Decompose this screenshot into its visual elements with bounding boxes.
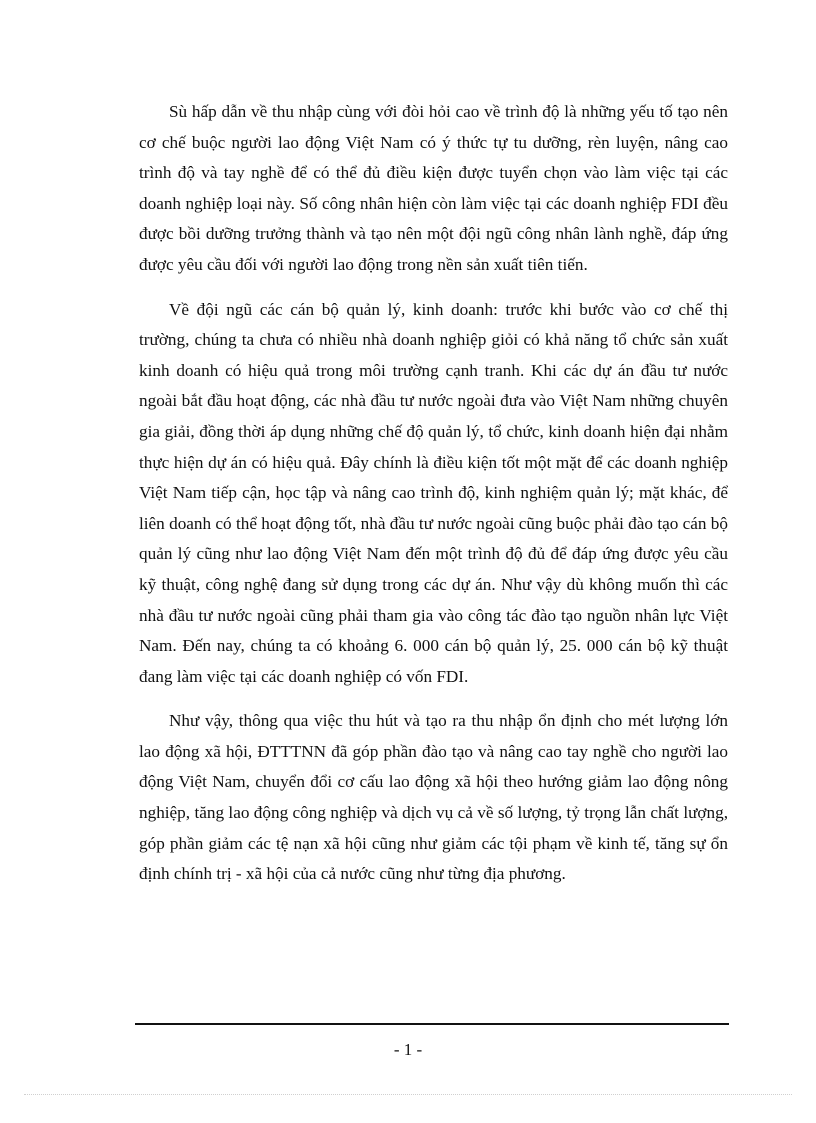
- paragraph-income-attraction: Sù hấp dẫn về thu nhập cùng với đòi hỏi cao về trình độ là những yếu tố tạo nên cơ chế buộc người lao động Việt Nam có ý thức tự tu dưỡng, rèn luyện, nâng cao trình độ và tay nghề để có thể đủ điều kiện được tuyển chọn vào làm việc tại các doanh nghiệp loại này. Số công nhân hiện còn làm việc tại các doanh nghiệp FDI đều được bồi dưỡng trưởng thành và tạo nên một đội ngũ công nhân lành nghề, đáp ứng được yêu cầu đối với người lao động trong nền sản xuất tiên tiến.: [139, 102, 728, 274]
- paragraph-conclusion: Như vậy, thông qua việc thu hút và tạo ra thu nhập ổn định cho mét lượng lớn lao động xã hội, ĐTTTNN đã góp phần đào tạo và nâng cao tay nghề cho người lao động Việt Nam, chuyển đổi cơ cấu lao động xã hội theo hướng giảm lao động nông nghiệp, tăng lao động công nghiệp và dịch vụ cả về số lượng, tỷ trọng lẫn chất lượng, góp phần giảm các tệ nạn xã hội cũng như giảm các tội phạm về kinh tế, tăng sự ổn định chính trị - xã hội của cả nước cũng như từng địa phương.: [139, 711, 728, 884]
- document-body: [139, 97, 728, 904]
- footer-divider: [135, 1023, 729, 1025]
- page-bottom-dotted-border: [24, 1094, 792, 1095]
- paragraph-management-staff: Về đội ngũ các cán bộ quản lý, kinh doanh: trước khi bước vào cơ chế thị trường, chúng ta chưa có nhiều nhà doanh nghiệp giỏi có khả năng tổ chức sản xuất kinh doanh có hiệu quả trong môi trường cạnh tranh. Khi các dự án đầu tư nước ngoài bắt đầu hoạt động, các nhà đầu tư nước ngoài đưa vào Việt Nam những chuyên gia giải, đồng thời áp dụng những chế độ quản lý, tổ chức, kinh doanh hiện đại nhằm thực hiện dự án có hiệu quả. Đây chính là điều kiện tốt một mặt để các doanh nghiệp Việt Nam tiếp cận, học tập và nâng cao trình độ, kinh nghiệm quản lý; mặt khác, để liên doanh có thể hoạt động tốt, nhà đầu tư nước ngoài cũng buộc phải đào tạo cán bộ quản lý cũng như lao động Việt Nam đến một trình độ đủ để đáp ứng được yêu cầu kỹ thuật, công nghệ đang sử dụng trong các dự án. Như vậy dù không muốn thì các nhà đầu tư nước ngoài cũng phải tham gia vào công tác đào tạo nguồn nhân lực Việt Nam. Đến nay, chúng ta có khoảng 6. 000 cán bộ quản lý, 25. 000 cán bộ kỹ thuật đang làm việc tại các doanh nghiệp có vốn FDI.: [139, 299, 728, 686]
- page-number: - 1 -: [393, 1040, 423, 1059]
